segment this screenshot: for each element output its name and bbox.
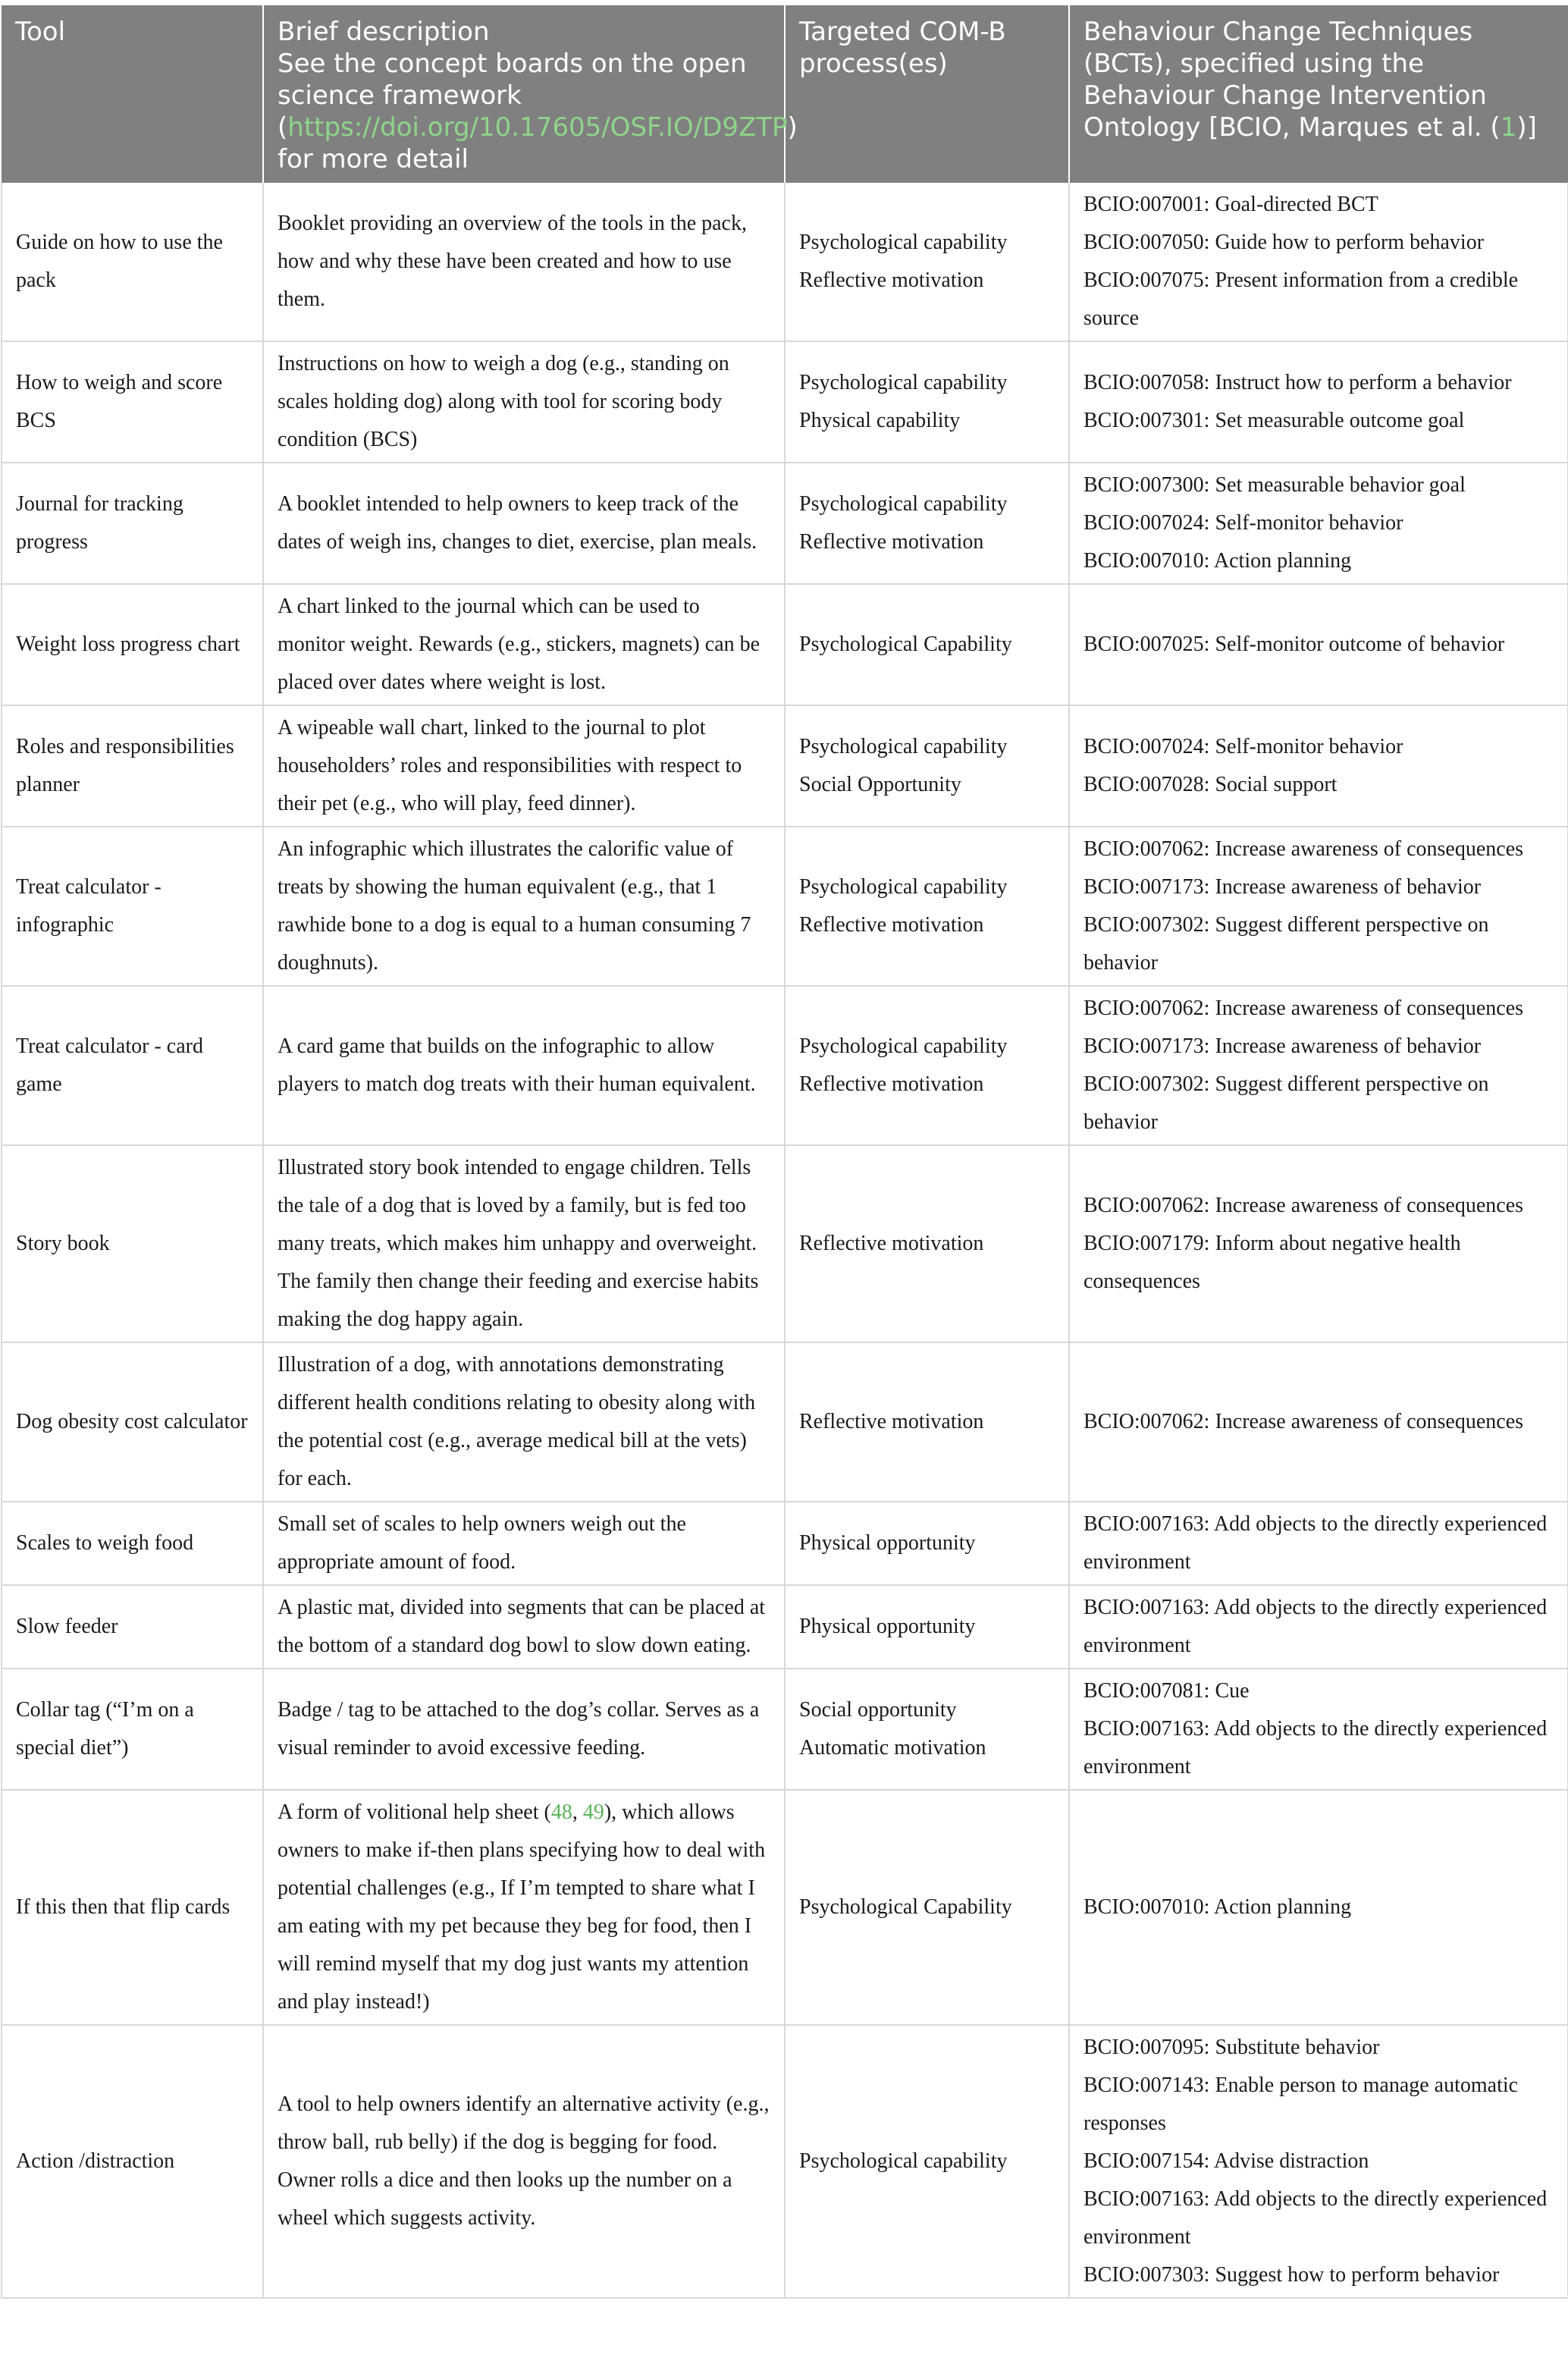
comb-item: Psychological capability [799,875,1008,899]
bct-item: BCIO:007300: Set measurable behavior goal [1083,473,1466,497]
cell-comb [785,463,1069,584]
bct-item: BCIO:007075: Present information from a credible source [1083,268,1519,330]
osf-link[interactable]: https://doi.org/10.17605/OSF.IO/D9ZTP [287,112,788,143]
cell-bcts [1069,827,1568,986]
comb-item: Reflective motivation [799,1410,984,1433]
cell-description: A chart linked to the journal which can be used to monitor weight. Rewards (e.g., stickers, magnets) can be placed over dates where weight is lost. [263,584,785,705]
bct-item: BCIO:007143: Enable person to manage automatic responses [1083,2073,1519,2135]
comb-item: Reflective motivation [799,1072,984,1096]
bct-item: BCIO:007163: Add objects to the directly experienced environment [1083,1717,1548,1778]
cell-comb [785,827,1069,986]
bct-item: BCIO:007010: Action planning [1083,549,1352,573]
cell-description: Instructions on how to weigh a dog (e.g., standing on scales holding dog) along with tool for scoring body condition (BCS) [263,341,785,463]
cell-description: Illustrated story book intended to engage children. Tells the tale of a dog that is loved by a family, but is fed too many treats, which makes him unhappy and overweight. The family then change their feeding and exercise habits making the dog happy again. [263,1145,785,1342]
bct-item: BCIO:007163: Add objects to the directly experienced environment [1083,2187,1548,2249]
cell-comb [785,1502,1069,1585]
cell-description: Small set of scales to help owners weigh out the appropriate amount of food. [263,1502,785,1585]
cell-description: A booklet intended to help owners to keep track of the dates of weigh ins, changes to diet, exercise, plan meals. [263,463,785,584]
header-description-note-pre: See the concept boards on the open science framework ( [278,49,747,143]
cell-description: Booklet providing an overview of the tools in the pack, how and why these have been created and how to use them. [263,183,785,341]
cell-description: Illustration of a dog, with annotations demonstrating different health conditions relating to obesity along with the potential cost (e.g., average medical bill at the vets) for each. [263,1342,785,1502]
cell-bcts [1069,1502,1568,1585]
cell-bcts [1069,341,1568,463]
comb-item: Psychological Capability [799,633,1012,656]
comb-item: Reflective motivation [799,268,984,292]
cell-bcts [1069,1790,1568,2025]
table-row [2,1790,1568,2025]
cell-bcts [1069,1585,1568,1669]
cell-tool: Weight loss progress chart [2,584,263,705]
bct-item: BCIO:007302: Suggest different perspective on behavior [1083,913,1489,975]
cell-description: A wipeable wall chart, linked to the journal to plot householders’ roles and responsibilities with respect to their pet (e.g., who will play, feed dinner). [263,705,785,827]
cell-tool: Collar tag (“I’m on a special diet”) [2,1669,263,1790]
cell-tool: Journal for tracking progress [2,463,263,584]
bct-item: BCIO:007024: Self-monitor behavior [1083,511,1403,535]
table-row [2,1145,1568,1342]
bct-item: BCIO:007058: Instruct how to perform a behavior [1083,371,1512,394]
cell-comb [785,1585,1069,1669]
cell-tool: How to weigh and score BCS [2,341,263,463]
bct-item: BCIO:007062: Increase awareness of consequences [1083,997,1524,1020]
cell-tool: Roles and responsibilities planner [2,705,263,827]
bct-item: BCIO:007302: Suggest different perspective on behavior [1083,1072,1489,1134]
bct-item: BCIO:007010: Action planning [1083,1895,1352,1919]
table-row [2,1342,1568,1502]
cell-tool: Dog obesity cost calculator [2,1342,263,1502]
cell-description: Badge / tag to be attached to the dog’s collar. Serves as a visual reminder to avoid excessive feeding. [263,1669,785,1790]
citation-link-1[interactable]: 1 [1500,112,1517,143]
comb-item: Social Opportunity [799,773,961,796]
citation-link-49[interactable]: 49 [582,1800,604,1824]
table-row [2,183,1568,341]
header-description [263,5,798,183]
cell-comb [785,986,1069,1145]
table-row [2,584,1568,705]
table-row [2,1585,1568,1669]
header-tool [2,5,263,183]
cell-description [263,1790,785,2025]
table-row [2,1669,1568,1790]
cell-description: A plastic mat, divided into segments that can be placed at the bottom of a standard dog bowl to slow down eating. [263,1585,785,1669]
cell-comb [785,1790,1069,2025]
comb-item: Psychological Capability [799,1895,1012,1919]
comb-item: Automatic motivation [799,1736,986,1760]
comb-item: Reflective motivation [799,1232,984,1255]
bct-item: BCIO:007050: Guide how to perform behavior [1083,231,1485,254]
bct-item: BCIO:007001: Goal-directed BCT [1083,193,1378,216]
header-comb-label: Targeted COM-B process(es) [799,17,1006,79]
cell-bcts [1069,584,1568,705]
cell-tool: Treat calculator - card game [2,986,263,1145]
table-body [2,183,1568,2298]
comb-item: Psychological capability [799,492,1008,516]
cell-bcts [1069,1669,1568,1790]
cell-description: A tool to help owners identify an alternative activity (e.g., throw ball, rub belly) if the dog is begging for food. Owner rolls a dice and then looks up the number on a wheel which suggests activity. [263,2025,785,2298]
header-tool-label: Tool [15,17,66,47]
comb-item: Reflective motivation [799,530,984,554]
cell-bcts [1069,183,1568,341]
cell-tool: Story book [2,1145,263,1342]
comb-item: Psychological capability [799,1034,1008,1058]
description-text: ), which allows owners to make if-then plans specifying how to deal with potential challenges (e.g., If I’m tempted to share what I am eating with my pet because they beg for food, then I will remind myself that my dog just wants my attention and play instead!) [278,1800,766,2014]
cell-tool: If this then that flip cards [2,1790,263,2025]
comb-item: Psychological capability [799,231,1008,254]
table-row [2,2025,1568,2298]
bct-item: BCIO:007163: Add objects to the directly experienced environment [1083,1596,1548,1657]
comb-item: Psychological capability [799,735,1008,758]
cell-bcts [1069,705,1568,827]
description-text: A form of volitional help sheet ( [278,1800,551,1824]
description-separator: , [572,1800,583,1824]
comb-item: Psychological capability [799,2149,1008,2173]
cell-tool: Action /distraction [2,2025,263,2298]
header-description-title: Brief description [278,17,490,47]
table-row [2,463,1568,584]
bct-item: BCIO:007301: Set measurable outcome goal [1083,409,1465,432]
table-row [2,1502,1568,1585]
bct-item: BCIO:007095: Substitute behavior [1083,2036,1380,2059]
bct-item: BCIO:007163: Add objects to the directly experienced environment [1083,1512,1548,1574]
bct-item: BCIO:007173: Increase awareness of behavior [1083,1034,1482,1058]
table-row [2,827,1568,986]
cell-tool: Scales to weigh food [2,1502,263,1585]
header-bcts-pre: Behaviour Change Techniques (BCTs), specified using the Behaviour Change Intervention Ontology [BCIO, Marques et al. ( [1083,17,1501,143]
table-row [2,341,1568,463]
cell-tool: Slow feeder [2,1585,263,1669]
bct-item: BCIO:007303: Suggest how to perform behavior [1083,2263,1500,2287]
bct-item: BCIO:007024: Self-monitor behavior [1083,735,1403,758]
table-row [2,986,1568,1145]
header-row [2,5,1568,183]
cell-comb [785,183,1069,341]
comb-item: Psychological capability [799,371,1008,394]
header-bcts [1069,5,1568,183]
cell-bcts [1069,2025,1568,2298]
cell-comb [785,2025,1069,2298]
bct-item: BCIO:007081: Cue [1083,1679,1250,1703]
bct-item: BCIO:007154: Advise distraction [1083,2149,1369,2173]
header-description-note-post: ) for more detail [278,112,798,174]
cell-comb [785,1669,1069,1790]
comb-item: Physical capability [799,409,961,432]
bct-item: BCIO:007025: Self-monitor outcome of behavior [1083,633,1505,656]
cell-description: A card game that builds on the infographic to allow players to match dog treats with their human equivalent. [263,986,785,1145]
cell-comb [785,1145,1069,1342]
cell-bcts [1069,1145,1568,1342]
table-header [2,5,1568,183]
bct-item: BCIO:007173: Increase awareness of behavior [1083,875,1482,899]
cell-description: An infographic which illustrates the calorific value of treats by showing the human equivalent (e.g., that 1 rawhide bone to a dog is equal to a human consuming 7 doughnuts). [263,827,785,986]
bct-item: BCIO:007179: Inform about negative health consequences [1083,1232,1461,1293]
cell-comb [785,705,1069,827]
cell-tool: Treat calculator - infographic [2,827,263,986]
bct-item: BCIO:007062: Increase awareness of consequences [1083,1194,1524,1217]
comb-item: Physical opportunity [799,1615,976,1638]
comb-item: Reflective motivation [799,913,984,937]
bct-item: BCIO:007062: Increase awareness of consequences [1083,837,1524,861]
cell-comb [785,341,1069,463]
cell-tool: Guide on how to use the pack [2,183,263,341]
bct-item: BCIO:007062: Increase awareness of consequences [1083,1410,1524,1433]
cell-bcts [1069,986,1568,1145]
comb-item: Physical opportunity [799,1531,976,1555]
cell-bcts [1069,1342,1568,1502]
bct-tools-table [1,5,1568,2299]
cell-comb [785,1342,1069,1502]
cell-bcts [1069,463,1568,584]
header-comb [785,5,1069,183]
citation-link-48[interactable]: 48 [550,1800,572,1824]
comb-item: Social opportunity [799,1698,957,1722]
cell-comb [785,584,1069,705]
bct-item: BCIO:007028: Social support [1083,773,1338,796]
header-bcts-post: )] [1516,112,1537,143]
table-row [2,705,1568,827]
